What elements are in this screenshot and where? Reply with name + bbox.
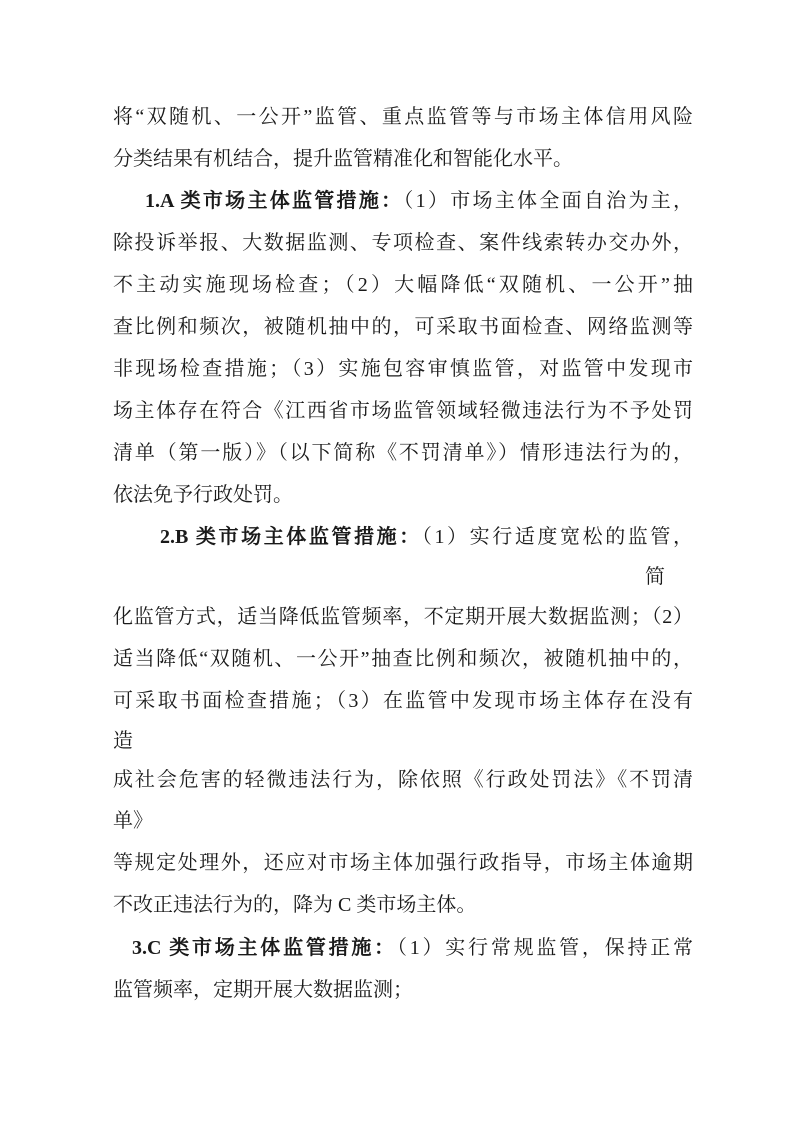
- document-text-block: [113, 96, 693, 1012]
- text-line: [113, 96, 693, 138]
- body-text: 造: [113, 730, 133, 752]
- body-text: 非现场检查措施；（3）实施包容审慎监管，对监管中发现市: [113, 358, 693, 380]
- body-text: 化监管方式，适当降低监管频率，不定期开展大数据监测；（2）: [113, 606, 693, 628]
- heading-text: 3.C 类市场主体监管措施：: [132, 937, 397, 959]
- body-text: 依法免予行政处罚。: [113, 484, 293, 506]
- body-text: 适当降低“双随机、一公开”抽查比例和频次，被随机抽中的，: [113, 648, 693, 670]
- orphan-char-line: [113, 558, 693, 596]
- body-text: 不改正违法行为的，降为 C 类市场主体。: [113, 894, 477, 916]
- orphan-char-line: [113, 722, 693, 760]
- body-text: 分类结果有机结合，提升监管精准化和智能化水平。: [113, 148, 573, 170]
- body-text: 监管频率，定期开展大数据监测；: [113, 979, 413, 1001]
- body-text: （1）实行适度宽松的监管，: [421, 526, 693, 548]
- orphan-char-line: [113, 801, 693, 842]
- text-line: [113, 842, 693, 884]
- body-text: （1）市场主体全面自治为主，: [403, 190, 693, 212]
- text-line: [113, 138, 693, 180]
- text-line: [113, 884, 693, 927]
- section-heading-line: [113, 927, 693, 969]
- body-text: 场主体存在符合《江西省市场监管领域轻微违法行为不予处罚: [113, 400, 693, 422]
- text-line: [113, 596, 693, 638]
- text-line: [113, 969, 693, 1012]
- text-line: [113, 474, 693, 516]
- body-text: 成社会危害的轻微违法行为，除依照《行政处罚法》《不罚清: [113, 769, 693, 791]
- body-text: 将“双随机、一公开”监管、重点监管等与市场主体信用风险: [113, 106, 693, 128]
- section-heading-line: [113, 516, 693, 558]
- heading-text: 1.A 类市场主体监管措施：: [145, 190, 404, 212]
- body-text: 清单（第一版）》（以下简称《不罚清单》）情形违法行为的，: [113, 442, 693, 464]
- body-text: 简: [645, 566, 665, 588]
- text-line: [113, 348, 693, 390]
- section-heading-line: [113, 180, 693, 222]
- body-text: 除投诉举报、大数据监测、专项检查、案件线索转办交办外，: [113, 232, 693, 254]
- body-text: 等规定处理外，还应对市场主体加强行政指导，市场主体逾期: [113, 852, 693, 874]
- text-line: [113, 264, 693, 306]
- body-text: （1）实行常规监管，保持正常: [396, 937, 693, 959]
- text-line: [113, 390, 693, 432]
- body-text: 单》: [113, 810, 153, 832]
- body-text: 查比例和频次，被随机抽中的，可采取书面检查、网络监测等: [113, 316, 693, 338]
- text-line: [113, 638, 693, 680]
- text-line: [113, 432, 693, 474]
- heading-text: 2.B 类市场主体监管措施：: [160, 526, 422, 548]
- text-line: [113, 306, 693, 348]
- text-line: [113, 222, 693, 264]
- text-line: [113, 680, 693, 722]
- body-text: 不主动实施现场检查；（2）大幅降低“双随机、一公开”抽: [113, 274, 693, 296]
- body-text: 可采取书面检查措施；（3）在监管中发现市场主体存在没有: [113, 690, 693, 712]
- text-line: [113, 760, 693, 801]
